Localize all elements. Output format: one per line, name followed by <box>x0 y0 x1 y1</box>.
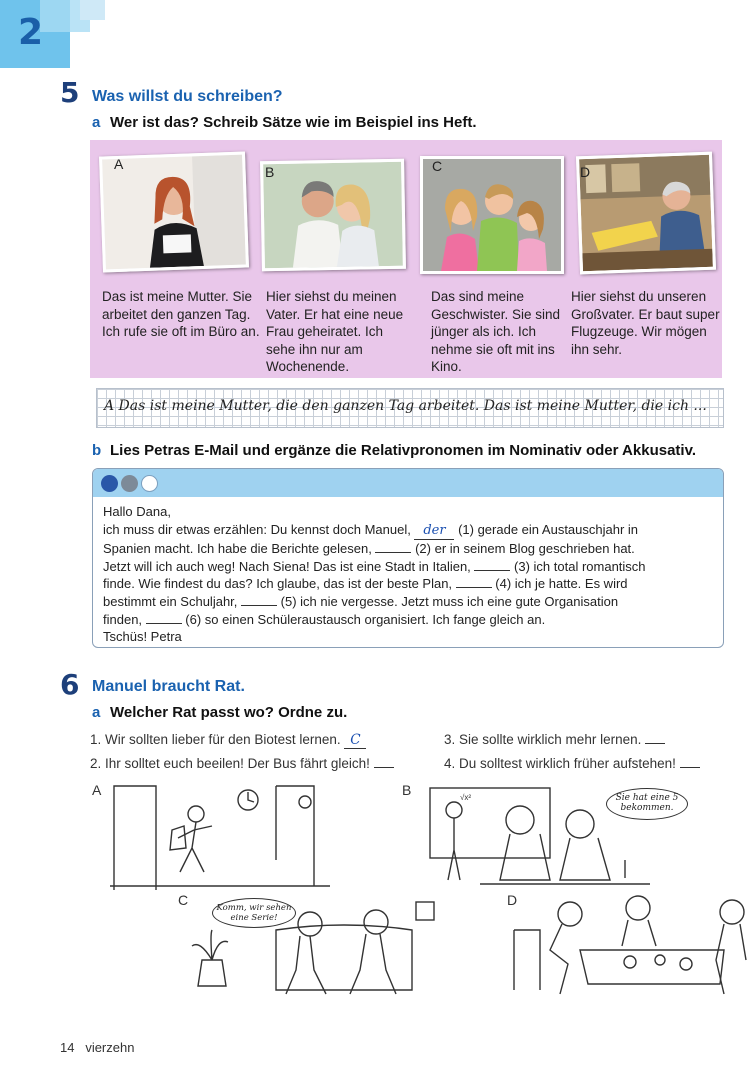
item-answer-field[interactable]: C <box>344 732 366 749</box>
exercise-6a-task: Welcher Rat passt wo? Ordne zu. <box>110 704 348 721</box>
speech-bubble-b: Sie hat eine 5 bekommen. <box>606 788 688 820</box>
chapter-tab-decoration <box>80 0 105 20</box>
exercise-5a-task: Wer ist das? Schreib Sätze wie im Beispiel ins Heft. <box>110 114 477 131</box>
advice-item-4 <box>444 756 700 771</box>
email-text: bestimmt ein Schuljahr, <box>103 593 238 609</box>
item-number: 4. <box>444 756 456 771</box>
item-number: 3. <box>444 732 456 747</box>
photo-label-a: A <box>114 156 124 172</box>
email-text: (5) ich nie vergesse. Jetzt muss ich eine gute Organisation <box>280 593 619 609</box>
chapter-number: 2 <box>18 12 44 53</box>
caption-a: Das ist meine Mutter. Sie arbeitet den ganzen Tag. Ich rufe sie oft im Büro an. <box>102 289 260 339</box>
cartoon-a-late-boy <box>100 780 340 890</box>
caption-b: Hier siehst du meinen Vater. Er hat eine neue Frau geheiratet. Ich sehe ihn nur am Wochenende. <box>266 289 404 374</box>
answer-1-field[interactable]: der <box>414 522 454 541</box>
answer-3-field[interactable] <box>474 560 510 571</box>
email-titlebar <box>93 469 723 497</box>
window-dot-icon <box>121 475 138 492</box>
exercise-6-title: Manuel braucht Rat. <box>92 678 245 695</box>
photo-father <box>260 159 406 271</box>
item-text: Wir sollten lieber für den Biotest lernen. <box>105 732 341 747</box>
answer-2-field[interactable] <box>375 542 411 553</box>
item-answer-field[interactable] <box>645 743 665 744</box>
answer-4-field[interactable] <box>456 577 492 588</box>
window-dot-icon <box>141 475 158 492</box>
email-text: (2) er in seinem Blog geschrieben hat. <box>415 541 635 557</box>
cartoon-label-b: B <box>402 782 412 798</box>
item-answer-field[interactable] <box>680 767 700 768</box>
email-body <box>103 503 715 646</box>
cartoon-label-c: C <box>178 892 189 908</box>
item-number: 2. <box>90 756 102 771</box>
email-window <box>92 468 724 648</box>
photo-label-b: B <box>265 164 275 180</box>
photo-label-d: D <box>580 164 591 180</box>
page-number: 14 <box>60 1040 75 1055</box>
answer-6-field[interactable] <box>146 613 182 624</box>
email-greeting: Hallo Dana, <box>103 504 171 519</box>
advice-item-3 <box>444 732 665 747</box>
advice-item-1 <box>90 732 366 749</box>
advice-item-2 <box>90 756 394 771</box>
email-text: Jetzt will ich auch weg! Nach Siena! Das ist eine Stadt in Italien, <box>103 558 471 574</box>
email-text: Spanien macht. Ich habe die Berichte gelesen, <box>103 541 372 557</box>
email-text: (6) so einen Schüleraustausch organisiert. Ich fange gleich an. <box>185 611 546 627</box>
item-text: Ihr solltet euch beeilen! Der Bus fährt gleich! <box>105 756 370 771</box>
cartoon-label-d: D <box>507 892 518 908</box>
page-number-word: vierzehn <box>85 1040 135 1055</box>
window-dot-icon <box>101 475 118 492</box>
item-number: 1. <box>90 732 102 747</box>
exercise-5-title: Was willst du schreiben? <box>92 88 283 105</box>
email-text: ich muss dir etwas erzählen: Du kennst doch Manuel, <box>103 521 411 537</box>
answer-5-field[interactable] <box>241 595 277 606</box>
exercise-5b-letter: b <box>92 442 102 459</box>
speech-bubble-c: Komm, wir sehen eine Serie! <box>212 898 296 928</box>
page-footer <box>60 1040 134 1055</box>
item-text: Sie sollte wirklich mehr lernen. <box>459 732 642 747</box>
photo-label-c: C <box>432 158 443 174</box>
exercise-5a-letter: a <box>92 114 101 131</box>
email-text: (4) ich je hatte. Es wird <box>495 576 628 592</box>
caption-d: Hier siehst du unseren Großvater. Er baut super Flugzeuge. Wir mögen ihn sehr. <box>571 289 720 357</box>
email-signoff: Tschüs! Petra <box>103 629 182 645</box>
email-text: (1) gerade ein Austauschjahr in <box>458 521 639 537</box>
exercise-5b-task: Lies Petras E-Mail und ergänze die Relativpronomen im Nominativ oder Akkusativ. <box>110 442 696 459</box>
email-text: finde. Wie findest du das? Ich glaube, das ist der beste Plan, <box>103 576 453 592</box>
exercise-6-number: 6 <box>60 668 80 701</box>
email-text: (3) ich total romantisch <box>514 558 646 574</box>
example-answer-text: A Das ist meine Mutter, die den ganzen Tag arbeitet. Das ist meine Mutter, die ich ... <box>104 398 707 414</box>
email-text: finden, <box>103 611 143 627</box>
cartoon-label-a: A <box>92 782 102 798</box>
svg-text:√x²: √x² <box>460 793 472 802</box>
exercise-5-number: 5 <box>60 76 80 109</box>
photo-grandfather <box>576 152 716 275</box>
item-text: Du solltest wirklich früher aufstehen! <box>459 756 676 771</box>
cartoon-d-table <box>510 890 756 1000</box>
caption-c: Das sind meine Geschwister. Sie sind jünger als ich. Ich nehme sie oft mit ins Kino. <box>431 289 561 374</box>
exercise-6a-letter: a <box>92 704 101 721</box>
item-answer-field[interactable] <box>374 767 394 768</box>
